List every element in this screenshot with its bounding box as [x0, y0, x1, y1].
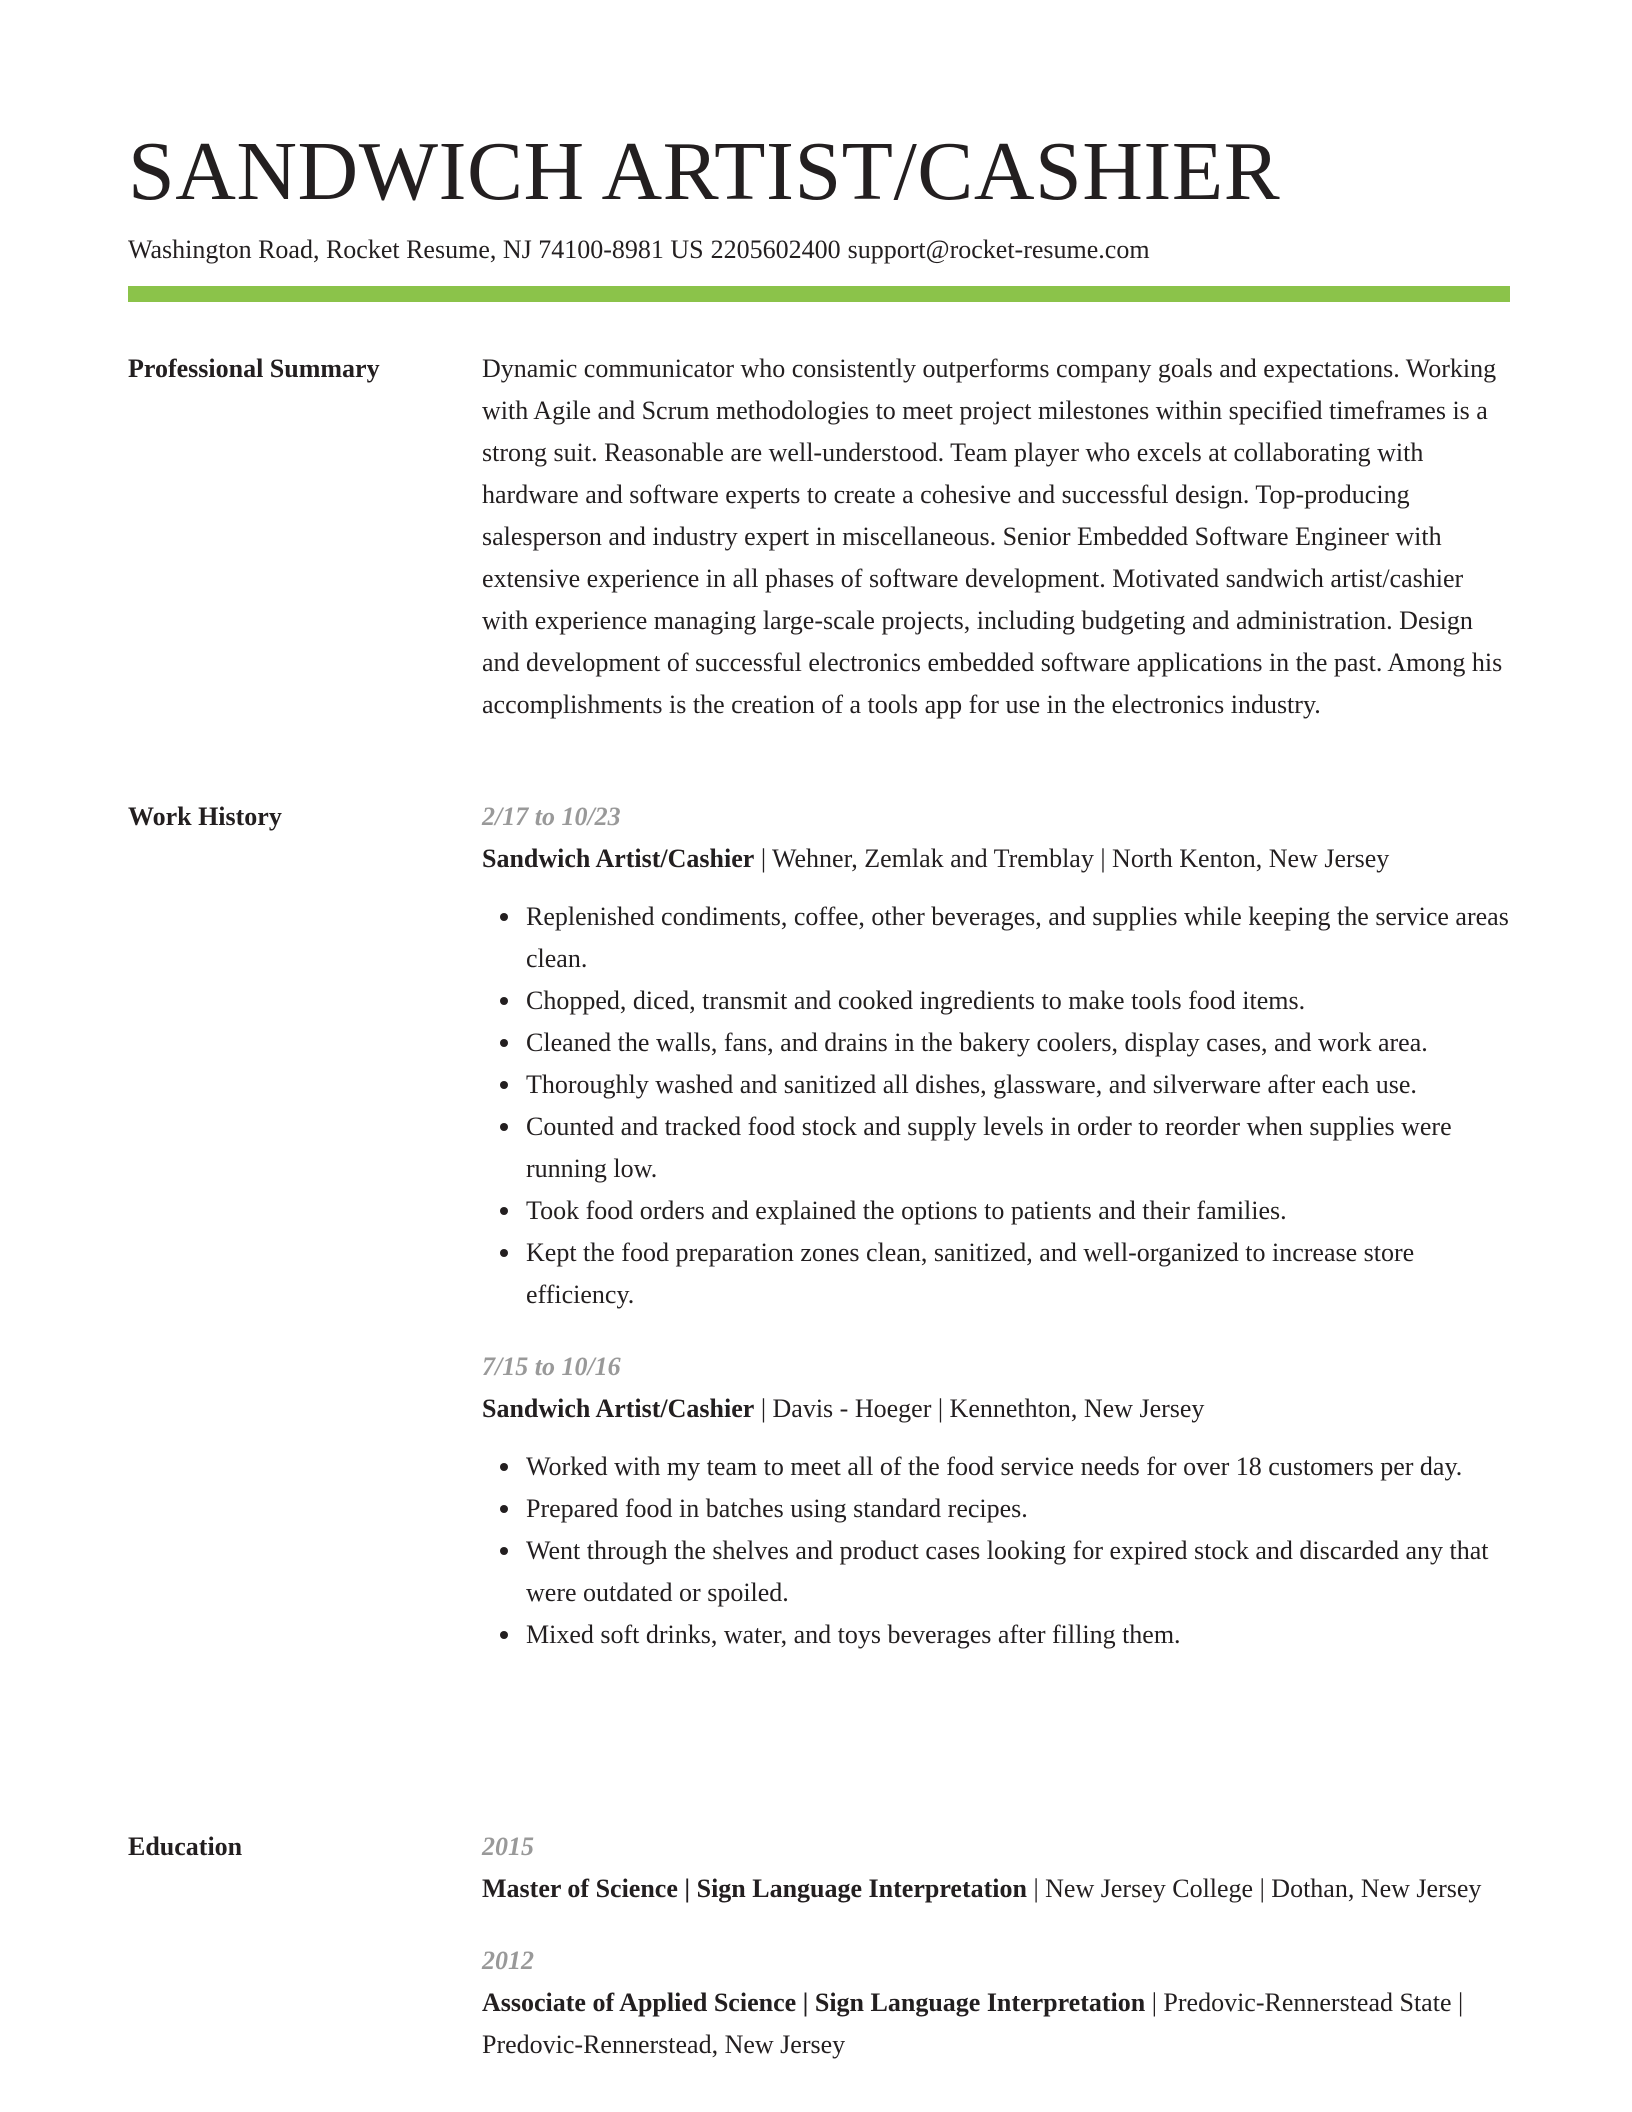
job-entry — [482, 1346, 1512, 1656]
job-role: Sandwich Artist/Cashier — [482, 844, 755, 873]
job-role-line — [482, 1388, 1512, 1430]
job-details: | Wehner, Zemlak and Tremblay | North Kenton, New Jersey — [754, 844, 1390, 873]
job-role-line — [482, 838, 1512, 880]
summary-body — [482, 348, 1512, 726]
education-body — [482, 1826, 1512, 2066]
education-entry — [482, 1940, 1512, 2066]
education-line — [482, 1868, 1512, 1910]
job-dates: 2/17 to 10/23 — [482, 802, 621, 831]
resume-name: SANDWICH ARTIST/CASHIER — [128, 125, 1281, 218]
contact-line — [128, 232, 1150, 268]
list-item: Chopped, diced, transmit and cooked ingredients to make tools food items. — [526, 980, 1512, 1022]
job-bullets — [482, 1446, 1512, 1656]
job-entry — [482, 796, 1512, 1316]
job-bullets — [482, 896, 1512, 1316]
education-year: 2012 — [482, 1946, 534, 1975]
summary-title: Professional Summary — [128, 354, 380, 383]
job-dates: 7/15 to 10/16 — [482, 1352, 621, 1381]
list-item: Mixed soft drinks, water, and toys beverages after filling them. — [526, 1614, 1512, 1656]
list-item: Prepared food in batches using standard recipes. — [526, 1488, 1512, 1530]
contact-email: support@rocket-resume.com — [847, 235, 1150, 264]
education-entry — [482, 1826, 1512, 1910]
list-item: Cleaned the walls, fans, and drains in the bakery coolers, display cases, and work area. — [526, 1022, 1512, 1064]
education-degree: Associate of Applied Science | Sign Language Interpretation — [482, 1988, 1146, 2017]
list-item: Worked with my team to meet all of the food service needs for over 18 customers per day. — [526, 1446, 1512, 1488]
list-item: Went through the shelves and product cases looking for expired stock and discarded any that were outdated or spoiled. — [526, 1530, 1512, 1614]
education-title: Education — [128, 1832, 243, 1861]
header-divider — [128, 286, 1510, 302]
summary-text: Dynamic communicator who consistently outperforms company goals and expectations. Working with Agile and Scrum methodologies to meet project milestones within specified timeframes is a strong suit. Reasonable are well-understood. Team player who excels at collaborating with hardware and software experts to create a cohesive and successful design. Top-producing salesperson and industry expert in miscellaneous. Senior Embedded Software Engineer with extensive experience in all phases of software development. Motivated sandwich artist/cashier with experience managing large-scale projects, including budgeting and administration. Design and development of successful electronics embedded software applications in the past. Among his accomplishments is the creation of a tools app for use in the electronics industry. — [482, 354, 1503, 719]
education-details: | Predovic-Rennerstead State | Predovic-Rennerstead, New Jersey — [482, 1988, 1464, 2059]
list-item: Thoroughly washed and sanitized all dishes, glassware, and silverware after each use. — [526, 1064, 1512, 1106]
contact-phone: 2205602400 — [710, 235, 841, 264]
list-item: Took food orders and explained the options to patients and their families. — [526, 1190, 1512, 1232]
job-details: | Davis - Hoeger | Kennethton, New Jersey — [754, 1394, 1205, 1423]
list-item: Counted and tracked food stock and supply levels in order to reorder when supplies were running low. — [526, 1106, 1512, 1190]
work-history-body — [482, 796, 1512, 1656]
education-line — [482, 1982, 1512, 2066]
contact-address: Washington Road, Rocket Resume, NJ 74100-8981 US — [128, 235, 704, 264]
work-history-title: Work History — [128, 802, 282, 831]
education-degree: Master of Science | Sign Language Interpretation — [482, 1874, 1027, 1903]
list-item: Kept the food preparation zones clean, sanitized, and well-organized to increase store efficiency. — [526, 1232, 1512, 1316]
job-role: Sandwich Artist/Cashier — [482, 1394, 755, 1423]
list-item: Replenished condiments, coffee, other beverages, and supplies while keeping the service areas clean. — [526, 896, 1512, 980]
education-year: 2015 — [482, 1832, 534, 1861]
education-details: | New Jersey College | Dothan, New Jersey — [1026, 1874, 1482, 1903]
